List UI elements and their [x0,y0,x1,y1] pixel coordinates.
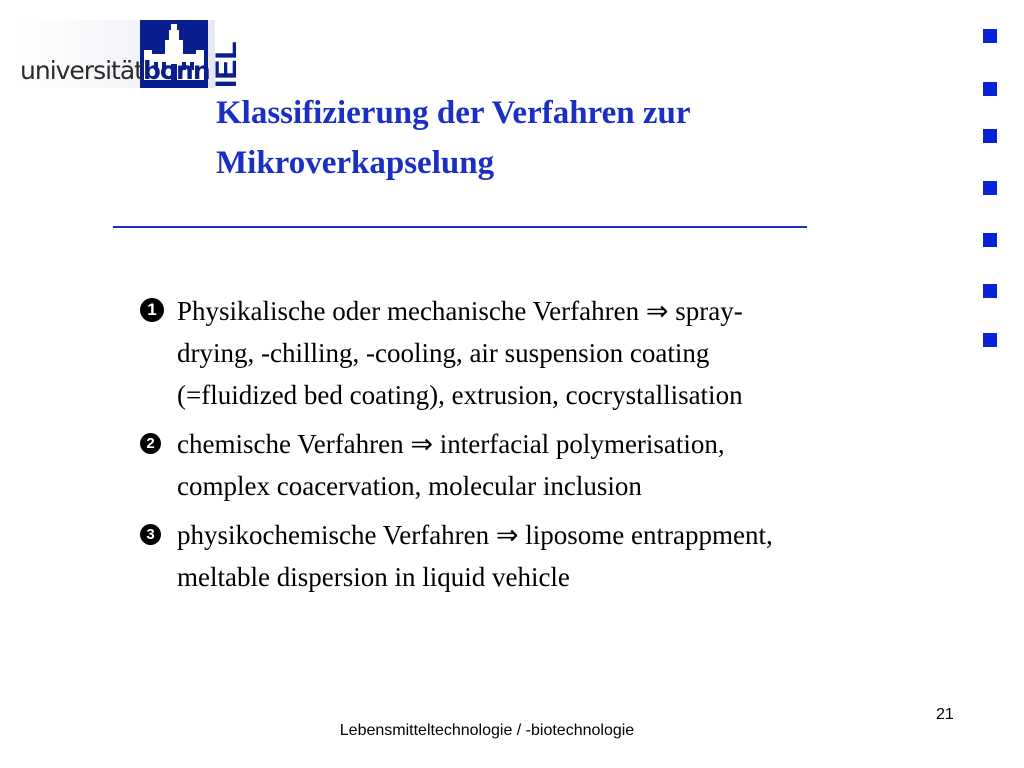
page-number: 21 [936,706,954,723]
university-wordmark: universitätbonn [20,56,210,85]
decorative-square [983,333,997,347]
decorative-square [983,129,997,143]
title-line-1: Klassifizierung der Verfahren zur [216,95,691,131]
title-line-2: Mikroverkapselung [216,145,495,181]
decorative-square [983,284,997,298]
decorative-square [983,82,997,96]
footer-text: Lebensmitteltechnologie / -biotechnologie [339,722,635,739]
numbered-bullet-icon: 2 [140,433,161,454]
title-underline [113,226,807,228]
institute-abbreviation: IEL [210,41,243,88]
decorative-square [983,181,997,195]
list-item [140,423,980,507]
list-item [140,514,980,598]
list-item-text: physikochemische Verfahren ⇒ liposome entrappment, meltable dispersion in liquid vehicle [177,520,773,592]
method-list [140,290,980,598]
slide-title [216,88,916,188]
decorative-square [983,29,997,43]
list-item-text: chemische Verfahren ⇒ interfacial polymerisation, complex coacervation, molecular inclusion [177,429,725,501]
numbered-bullet-icon: 3 [140,524,161,545]
list-item [140,290,980,416]
decorative-square [983,233,997,247]
list-item-text: Physikalische oder mechanische Verfahren ⇒ spray- drying, -chilling, -cooling, air suspension coating (=fluidized bed coating), extrusion, cocrystallisation [177,296,743,410]
institute-logo [210,20,244,88]
numbered-bullet-icon: 1 [140,298,164,322]
